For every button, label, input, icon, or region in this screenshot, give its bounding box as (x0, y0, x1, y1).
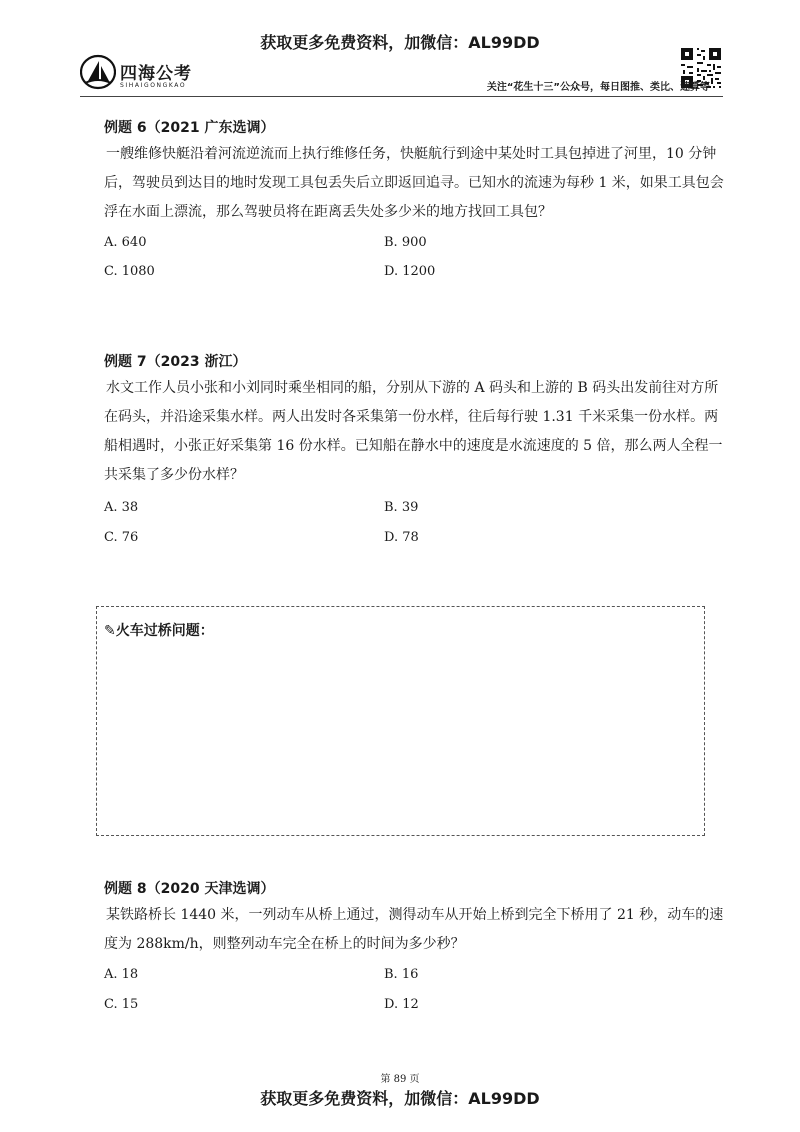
question-8-body: 某铁路桥长 1440 米，一列动车从桥上通过，测得动车从开始上桥到完全下桥用了 21 秒，动车的速度为 288km/h，则整列动车完全在桥上的时间为多少秒？ (104, 907, 724, 952)
page-number: 第 89 页 (380, 1074, 420, 1085)
bottom-banner: 获取更多免费资料，加微信：AL99DD (260, 1089, 540, 1108)
question-6-option-d: D. 1200 (384, 264, 436, 279)
question-8-option-c: C. 15 (104, 997, 139, 1012)
question-6-option-b: B. 900 (384, 235, 427, 250)
question-6-option-a: A. 640 (104, 235, 147, 250)
notes-box (96, 606, 705, 836)
logo-mark-icon (80, 54, 116, 90)
logo (80, 54, 230, 94)
question-6-body: 一艘维修快艇沿着河流逆流而上执行维修任务，快艇航行到途中某处时工具包掉进了河里，10 分钟后，驾驶员到达目的地时发现工具包丢失后立即返回追寻。已知水的流速为每秒 1 米，如果工具包会浮在水面上漂流，那么驾驶员将在距离丢失处多少米的地方找回工具包？ (104, 146, 724, 220)
question-7-option-a: A. 38 (104, 500, 139, 515)
notes-box-title-text: 火车过桥问题： (115, 623, 214, 639)
question-7-body: 水文工作人员小张和小刘同时乘坐相同的船，分别从下游的 A 码头和上游的 B 码头出发前往对方所在码头，并沿途采集水样。两人出发时各采集第一份水样，往后每行驶 1.31 千米采集一份水样。两船相遇时，小张正好采集第 16 份水样。已知船在静水中的速度是水流速度的 5 倍，那么两人全程一共采集了多少份水样？ (104, 380, 723, 483)
question-8-option-a: A. 18 (104, 967, 139, 982)
top-banner: 获取更多免费资料，加微信：AL99DD (260, 33, 540, 52)
logo-name-en: SIHAIGONGKAO (120, 82, 187, 89)
question-8-option-b: B. 16 (384, 967, 419, 982)
header-divider (80, 96, 723, 97)
question-6-option-c: C. 1080 (104, 264, 155, 279)
notes-box-title (104, 620, 214, 640)
question-7-option-d: D. 78 (384, 530, 419, 545)
question-8-option-d: D. 12 (384, 997, 419, 1012)
question-7-option-c: C. 76 (104, 530, 139, 545)
question-7-option-b: B. 39 (384, 500, 419, 515)
question-6-title: 例题 6（2021 广东选调） (104, 120, 275, 136)
pencil-icon: ✎ (104, 623, 116, 639)
question-7-title: 例题 7（2023 浙江） (104, 354, 247, 370)
header-note: 关注“花生十三”公众号，每日图推、类比、速算等 (486, 82, 710, 93)
question-8-title: 例题 8（2020 天津选调） (104, 881, 275, 897)
logo-name-cn: 四海公考 (120, 64, 192, 84)
